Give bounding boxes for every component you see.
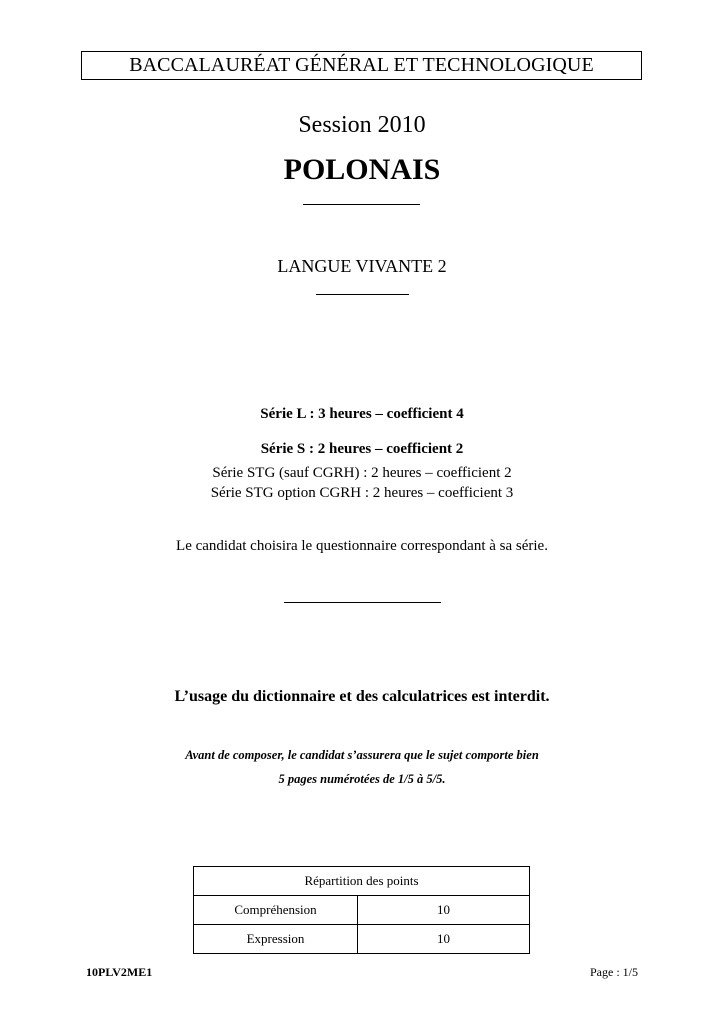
table-header-row	[194, 867, 530, 896]
page-number: Page : 1/5	[590, 965, 638, 979]
session-label: Session 2010	[298, 112, 426, 138]
exam-title-box	[81, 51, 642, 80]
subject-title: POLONAIS	[283, 153, 441, 186]
serie-stg-option-line: Série STG option CGRH : 2 heures – coefficient 3	[210, 485, 514, 501]
candidat-note: Le candidat choisira le questionnaire correspondant à sa série.	[176, 538, 548, 554]
divider	[284, 602, 441, 603]
document-code: 10PLV2ME1	[86, 965, 153, 979]
divider	[316, 294, 409, 295]
table-row	[194, 925, 530, 954]
usage-note: L’usage du dictionnaire et des calculatrices est interdit.	[174, 688, 550, 705]
serie-s-line: Série S : 2 heures – coefficient 2	[260, 441, 464, 457]
serie-stg-sauf-line: Série STG (sauf CGRH) : 2 heures – coefficient 2	[212, 465, 512, 481]
table-header-cell: Répartition des points	[194, 867, 530, 896]
avant-note-line-1: Avant de composer, le candidat s’assurera que le sujet comporte bien	[185, 748, 539, 762]
points-table	[193, 866, 530, 954]
table-row	[194, 896, 530, 925]
avant-note-line-2: 5 pages numérotées de 1/5 à 5/5.	[278, 772, 446, 786]
table-cell-label: Compréhension	[194, 896, 358, 925]
table-cell-value: 10	[358, 925, 530, 954]
table-cell-value: 10	[358, 896, 530, 925]
serie-l-line: Série L : 3 heures – coefficient 4	[260, 406, 464, 422]
exam-title: BACCALAURÉAT GÉNÉRAL ET TECHNOLOGIQUE	[129, 54, 594, 76]
table-cell-label: Expression	[194, 925, 358, 954]
divider	[303, 204, 420, 205]
langue-label: LANGUE VIVANTE 2	[277, 256, 447, 276]
